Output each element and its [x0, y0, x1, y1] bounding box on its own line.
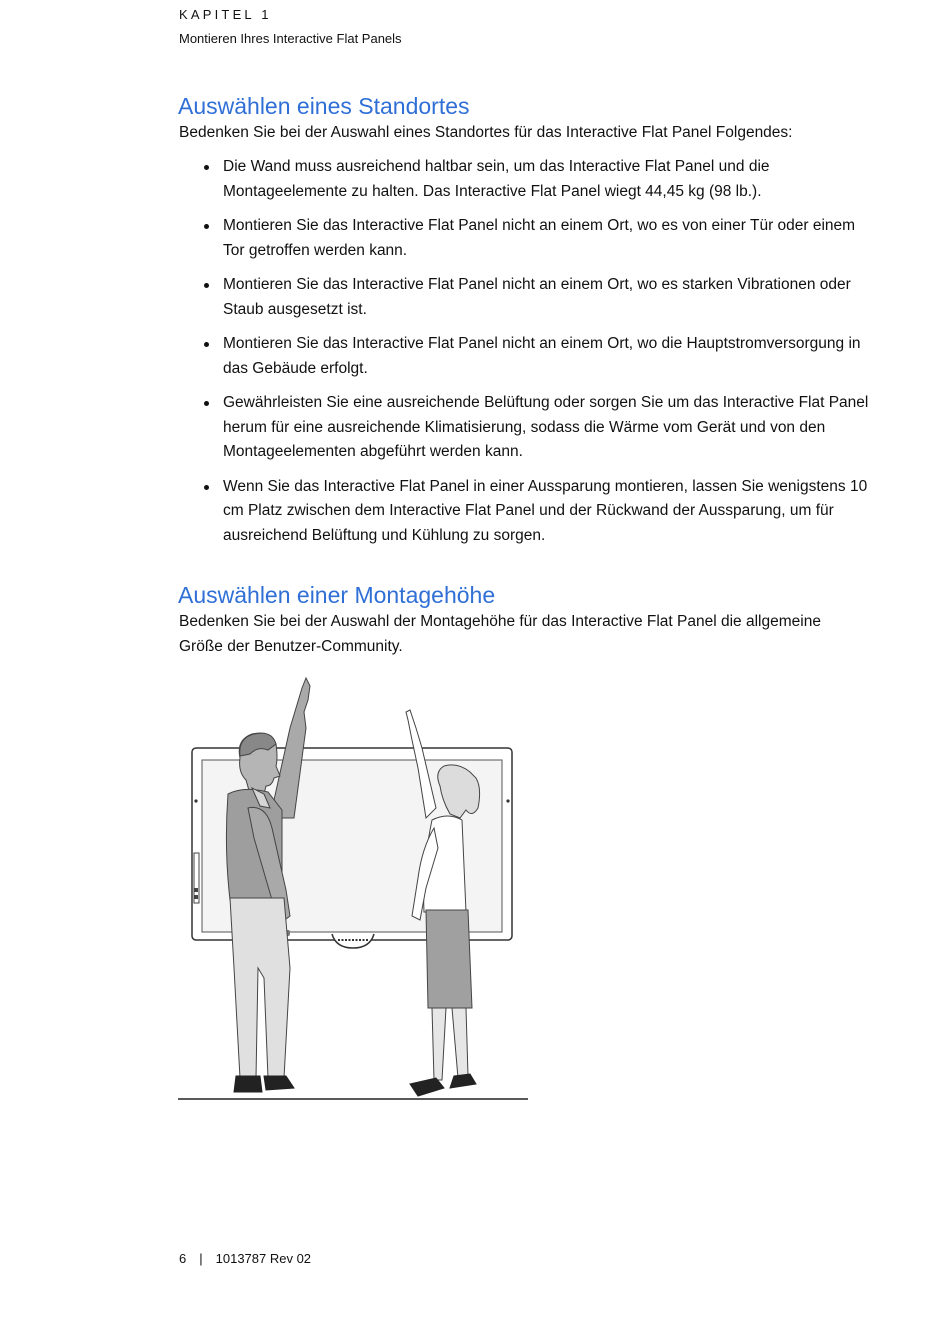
bullet-icon: [204, 165, 209, 170]
list-item: [179, 155, 869, 204]
list-item: [179, 391, 869, 465]
list-item-text: Montieren Sie das Interactive Flat Panel nicht an einem Ort, wo die Hauptstromversorgung in das Gebäude erfolgt.: [223, 335, 861, 377]
list-item-text: Die Wand muss ausreichend haltbar sein, um das Interactive Flat Panel und die Montageelemente zu halten. Das Interactive Flat Panel wiegt 44,45 kg (98 lb.).: [223, 158, 770, 200]
bullet-icon: [204, 401, 209, 406]
page-footer: [179, 1251, 311, 1266]
list-item: [179, 214, 869, 263]
bullet-icon: [204, 224, 209, 229]
section-intro-height: Bedenken Sie bei der Auswahl der Montagehöhe für das Interactive Flat Panel die allgemeine Größe der Benutzer-Community.: [179, 613, 821, 655]
bullet-icon: [204, 485, 209, 490]
location-bullet-list: [179, 155, 869, 558]
page-number: 6: [179, 1251, 187, 1266]
mounting-height-illustration: [178, 668, 528, 1103]
list-item: [179, 273, 869, 322]
list-item-text: Wenn Sie das Interactive Flat Panel in einer Aussparung montieren, lassen Sie wenigstens 10 cm Platz zwischen dem Interactive Flat Panel und der Rückwand der Aussparung, um für ausreichend Belüftung und Kühlung zu sorgen.: [223, 477, 868, 544]
document-id: 1013787 Rev 02: [215, 1251, 312, 1266]
section-heading-height: Auswählen einer Montagehöhe: [178, 582, 496, 608]
illustration-svg: [178, 668, 528, 1103]
list-item: [179, 475, 869, 549]
list-item-text: Montieren Sie das Interactive Flat Panel nicht an einem Ort, wo es starken Vibrationen oder Staub ausgesetzt ist.: [223, 276, 851, 318]
chapter-label: KAPITEL 1: [179, 7, 272, 22]
chapter-subtitle: Montieren Ihres Interactive Flat Panels: [179, 31, 402, 46]
footer-separator: |: [199, 1251, 203, 1266]
list-item-text: Montieren Sie das Interactive Flat Panel nicht an einem Ort, wo es von einer Tür oder einem Tor getroffen werden kann.: [223, 217, 856, 259]
list-item: [179, 332, 869, 381]
list-item-text: Gewährleisten Sie eine ausreichende Belüftung oder sorgen Sie um das Interactive Flat Panel herum für eine ausreichende Klimatisierung, sodass die Wärme vom Gerät und von den Montageelementen abgeführt werden kann.: [223, 394, 869, 460]
section-intro-location: Bedenken Sie bei der Auswahl eines Standortes für das Interactive Flat Panel Folgendes:: [179, 124, 793, 141]
bullet-icon: [204, 342, 209, 347]
bullet-icon: [204, 283, 209, 288]
section-heading-location: Auswählen eines Standortes: [178, 93, 470, 119]
